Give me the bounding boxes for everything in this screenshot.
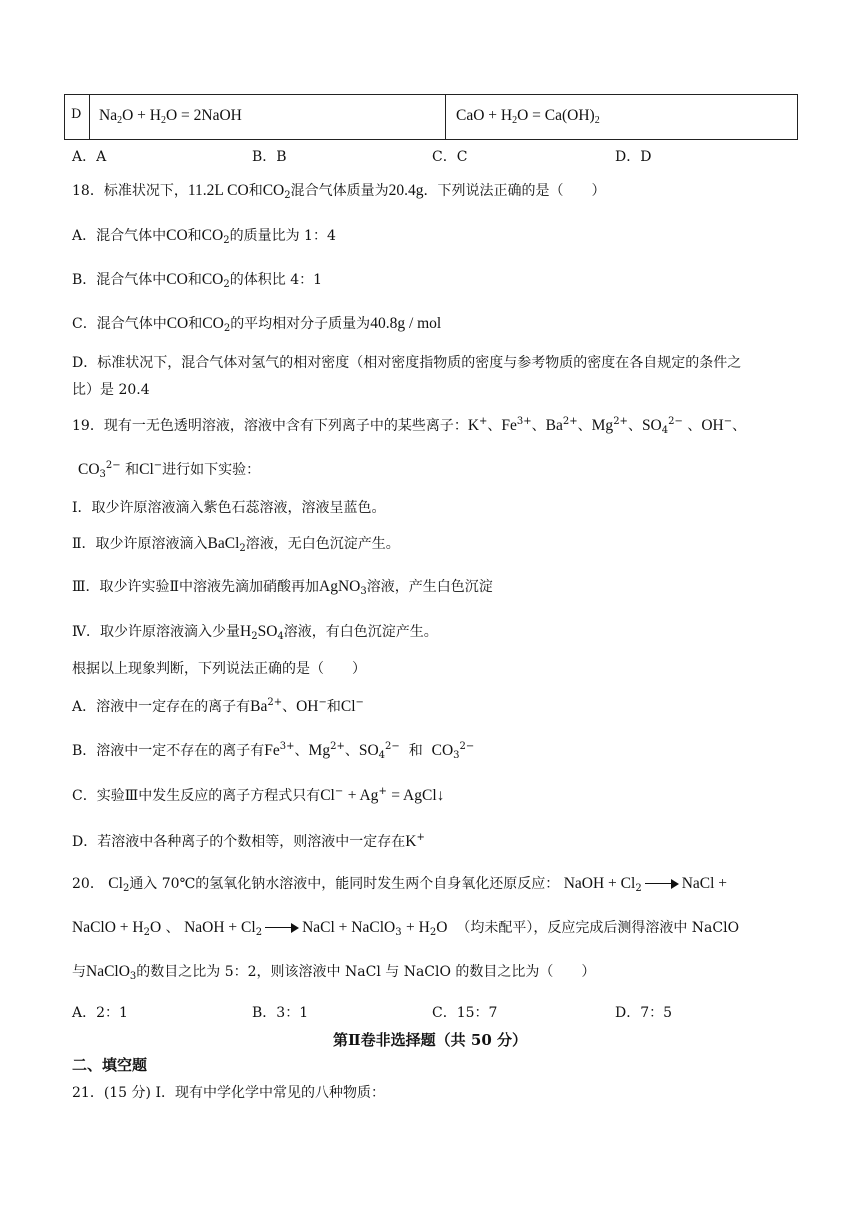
q18-option-a: A．混合气体中CO和$CO_2$的质量比为 1：4 [72,227,336,246]
q19-step-iv: Ⅳ．取少许原溶液滴入少量$H_2SO_4$溶液，有白色沉淀产生。 [72,623,438,642]
equation-na2o: $Na_2O + H_2O$ = 2NaOH [99,107,242,126]
q17-option-b: B．B [252,149,287,165]
reaction-arrow-icon [645,879,679,889]
q19-option-c: C．实验Ⅲ中发生反应的离子方程式只有Cl− + Ag+ = AgCl↓ [72,786,445,804]
q20-stem-line3: 与NaClO$_3$的数目之比为 5：2，则该溶液中 NaCl 与 NaClO 的数目之比为（ ） [72,963,596,982]
section-2-title: 第Ⅱ卷非选择题（共 50 分） [333,1031,527,1049]
part-title-fill-in: 二、填空题 [72,1056,148,1074]
row-label: D [71,107,82,122]
q17-option-a: A．A [72,149,107,165]
table-cell-label [65,95,90,139]
q19-judge: 根据以上现象判断，下列说法正确的是（ ） [72,661,366,677]
q19-option-d: D．若溶液中各种离子的个数相等，则溶液中一定存在K+ [72,832,425,850]
q19-option-a: A．溶液中一定存在的离子有$Ba^{2+}$、OH−和Cl− [72,697,364,715]
table-cell-eq1 [89,95,446,139]
reaction-arrow-icon [265,923,299,933]
q20-option-d: D．7：5 [615,1005,673,1021]
q19-stem-line2: $CO_3^{2-}$ 和Cl−进行如下实验： [78,460,261,480]
q18-option-d-line1: D．标准状况下，混合气体对氢气的相对密度（相对密度指物质的密度与参考物质的密度在各自规定的条件之 [72,355,742,371]
q20-option-a: A．2：1 [72,1005,128,1021]
q19-stem-line1: 19．现有一无色透明溶液，溶液中含有下列离子中的某些离子：K+、$Fe^{3+}$、$Ba^{2+}$、$Mg^{2+}$、$SO_4^{2-}$ 、OH−、 [72,416,747,436]
q19-step-i: Ⅰ．取少许原溶液滴入紫色石蕊溶液，溶液呈蓝色。 [72,500,386,516]
q20-option-c: C．15：7 [432,1005,498,1021]
equation-cao: CaO + $H_2O = Ca(OH)_2$ [456,107,600,126]
q21-stem: 21．(15 分) Ⅰ．现有中学化学中常见的八种物质： [72,1085,385,1101]
q18-option-d-line2: 比）是 20.4 [72,382,150,398]
q20-stem-line2: NaClO + $H_2O$ 、 NaOH + $Cl_2$ NaCl + NaClO$_3$ + $H_2O$ （均未配平），反应完成后测得溶液中 NaClO [72,919,740,938]
q20-stem-line1: 20． $Cl_2$通入 70℃的氢氧化钠水溶液中，能同时发生两个自身氧化还原反应： NaOH + $Cl_2$ NaCl + [72,875,728,894]
q18-stem: 18．标准状况下，11.2L CO和$CO_2$混合气体质量为20.4g．下列说法正确的是（ ） [72,182,606,201]
q18-option-c: C．混合气体中CO和$CO_2$的平均相对分子质量为40.8g / mol [72,315,442,334]
answer-table-row-d [64,94,798,140]
q19-step-ii: Ⅱ．取少许原溶液滴入BaCl$_2$溶液，无白色沉淀产生。 [72,535,400,554]
q18-option-b: B．混合气体中CO和$CO_2$的体积比 4：1 [72,271,323,290]
q19-option-b: B．溶液中一定不存在的离子有$Fe^{3+}$、$Mg^{2+}$、$SO_4^{2-}$ 和 $CO_3^{2-}$ [72,741,475,761]
q17-option-d: D．D [615,149,652,165]
q17-option-c: C．C [432,149,468,165]
q20-option-b: B．3：1 [252,1005,309,1021]
table-cell-eq2 [446,95,798,139]
q19-step-iii: Ⅲ．取少许实验Ⅱ中溶液先滴加硝酸再加AgNO$_3$溶液，产生白色沉淀 [72,578,493,597]
